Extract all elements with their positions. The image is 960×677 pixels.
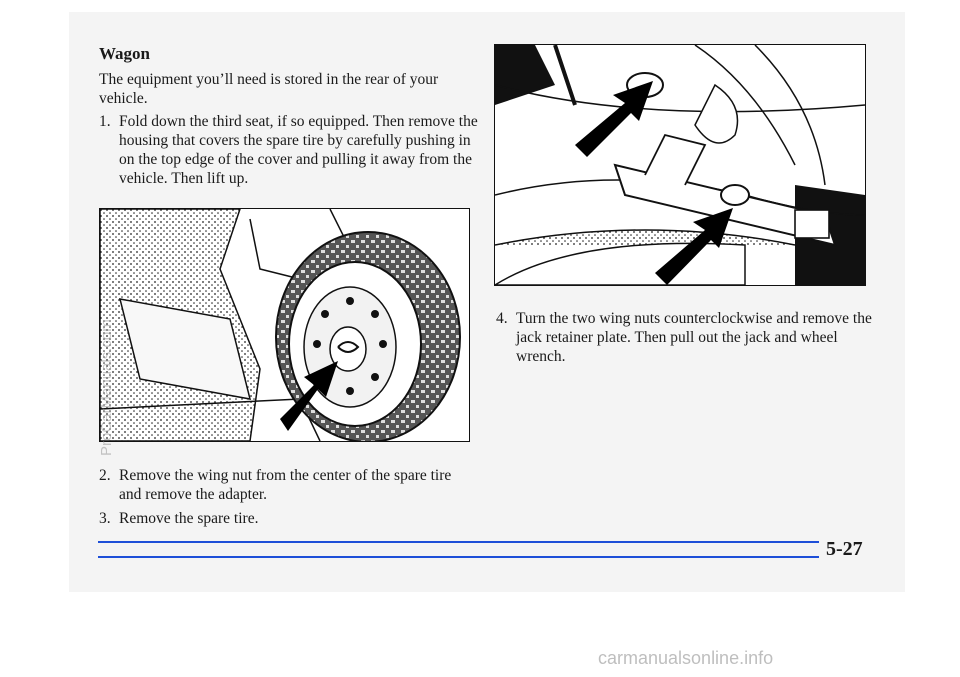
section-heading: Wagon	[99, 44, 151, 63]
intro-paragraph: The equipment you’ll need is stored in the rear of your vehicle.	[99, 71, 439, 107]
step-1	[99, 112, 481, 188]
footer-rule-top	[98, 541, 819, 543]
jack-retainer-illustration	[494, 44, 866, 286]
page-number: 5-27	[826, 538, 863, 560]
step-text: Fold down the third seat, if so equipped. Then remove the housing that covers the spare tire by carefully pushing in on the top edge of the cover and pulling it away from the vehicle. Then lift up.	[119, 113, 478, 187]
spare-tire-illustration	[99, 208, 470, 442]
step-3	[99, 509, 471, 528]
side-watermark: ProCarManuals.com	[98, 319, 115, 456]
step-number: 1.	[99, 113, 111, 130]
step-text: Remove the spare tire.	[119, 510, 259, 527]
footer-rule-bottom	[98, 556, 819, 558]
step-2	[99, 466, 471, 504]
step-number: 4.	[496, 310, 508, 327]
step-text: Turn the two wing nuts counterclockwise and remove the jack retainer plate. Then pull out the jack and wheel wrench.	[516, 310, 872, 365]
step-text: Remove the wing nut from the center of the spare tire and remove the adapter.	[119, 467, 452, 503]
step-number: 3.	[99, 510, 111, 527]
step-4	[496, 309, 880, 366]
step-number: 2.	[99, 467, 111, 484]
bottom-watermark: carmanualsonline.info	[598, 648, 774, 668]
